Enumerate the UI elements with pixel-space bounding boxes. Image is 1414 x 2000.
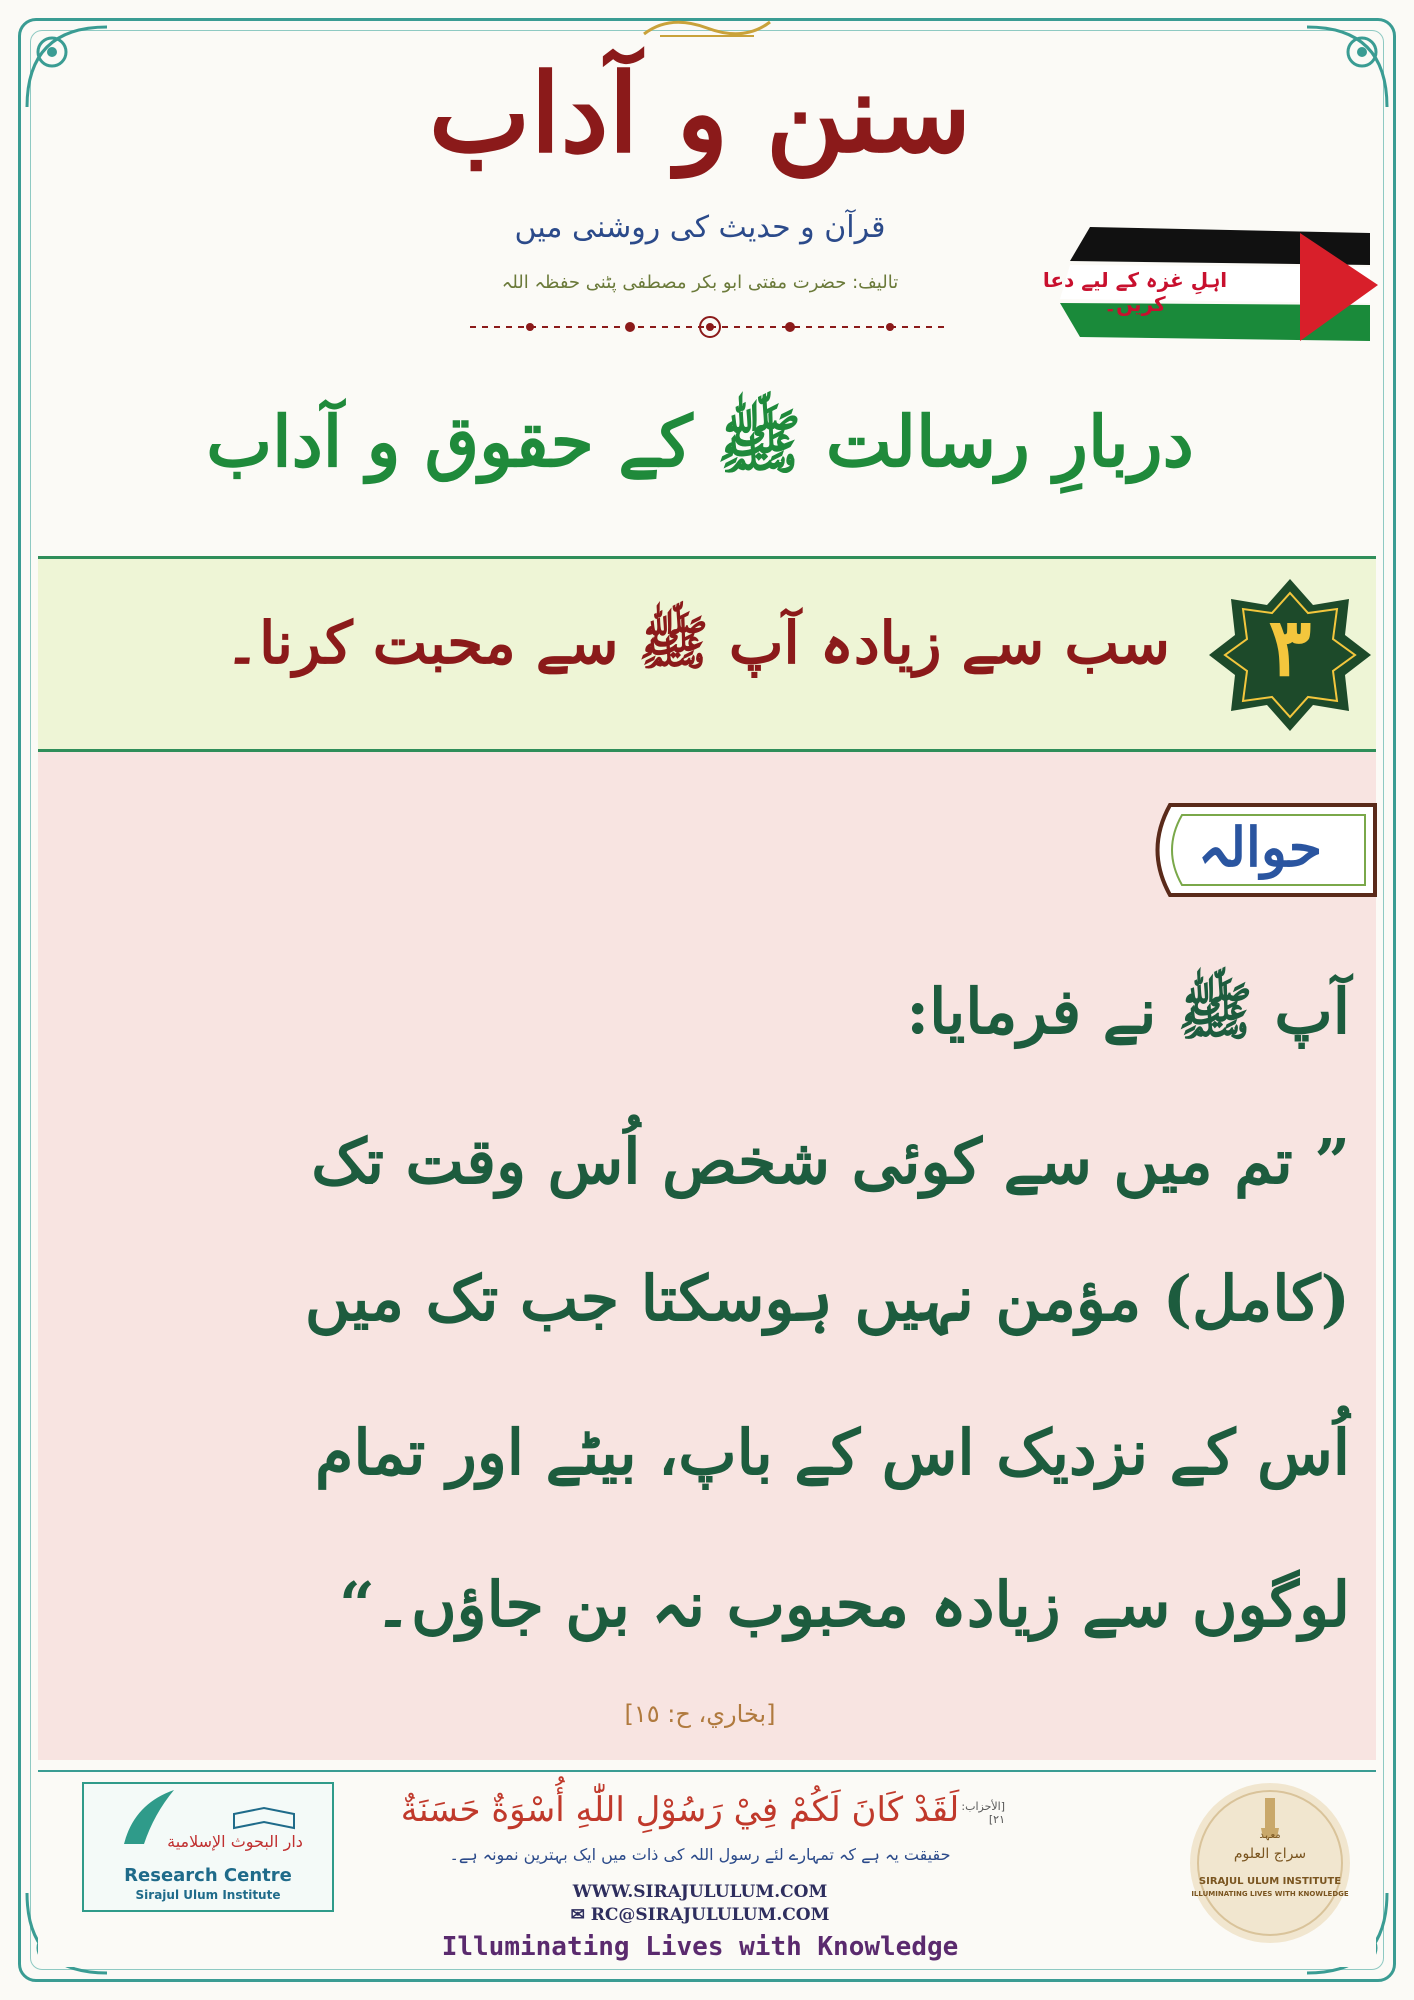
quote-line-2: (کامل) مؤمن نہیں ہوسکتا جب تک میں [304, 1262, 1350, 1335]
corner-ornament-icon [1302, 22, 1392, 112]
reference-tab-label: حوالہ [1197, 815, 1323, 879]
research-centre-subtitle: Sirajul Ulum Institute [135, 1888, 281, 1902]
ayah-reference: [الأحزاب: ٢١] [961, 1800, 1005, 1826]
main-title: سنن و آداب [428, 51, 972, 177]
quote-line-1: ” تم میں سے کوئی شخص اُس وقت تک [311, 1125, 1350, 1198]
section-title: دربارِ رسالت ﷺ کے حقوق و آداب [206, 400, 1194, 483]
ayah-translation: حقیقت یہ ہے کہ تمہارے لئے رسول اللہ کی ذات میں ایک بہترین نمونہ ہے۔ [449, 1845, 951, 1864]
ornamental-divider-icon [470, 315, 950, 339]
quote-line-3: اُس کے نزدیک اس کے باپ، بیٹے اور تمام [314, 1416, 1350, 1489]
quote-intro: آپ ﷺ نے فرمایا: [906, 975, 1350, 1048]
quran-ayah: لَقَدْ كَانَ لَكُمْ فِيْ رَسُوْلِ اللّٰهِ أُسْوَةٌ حَسَنَةٌ [400, 1790, 960, 1830]
research-centre-arabic: دار البحوث الإسلامية [167, 1832, 303, 1851]
corner-ornament-icon [22, 22, 112, 112]
institute-tagline: ILLUMINATING LIVES WITH KNOWLEDGE [1191, 1890, 1349, 1898]
quote-line-4: لوگوں سے زیادہ محبوب نہ بن جاؤں۔“ [339, 1568, 1350, 1641]
research-centre-title: Research Centre [124, 1865, 292, 1886]
email-link[interactable]: ✉ RC@SIRAJULULUM.COM [570, 1905, 830, 1925]
institute-mahad: معہد [1259, 1830, 1281, 1841]
gaza-dua-text: اہلِ غزہ کے لیے دعا کریں۔ [1042, 268, 1228, 316]
bismillah-calligraphy-icon [640, 8, 774, 44]
tagline: Illuminating Lives with Knowledge [441, 1932, 959, 1962]
sirajul-ulum-logo-icon [1185, 1778, 1355, 1948]
institute-name: SIRAJUL ULUM INSTITUTE [1198, 1876, 1342, 1887]
point-text: سب سے زیادہ آپ ﷺ سے محبت کرنا۔ [225, 609, 1170, 677]
point-number: ۳ [1268, 600, 1312, 694]
subtitle: قرآن و حدیث کی روشنی میں [514, 210, 886, 245]
website-link[interactable]: WWW.SIRAJULULUM.COM [572, 1882, 828, 1902]
author-line: تالیف: حضرت مفتی ابو بکر مصطفی پٹنی حفظہ اللہ [501, 272, 899, 293]
institute-arabic-name: سراج العلوم [1233, 1846, 1307, 1862]
hadith-source: [بخاري، ح: ١٥] [624, 1700, 776, 1728]
